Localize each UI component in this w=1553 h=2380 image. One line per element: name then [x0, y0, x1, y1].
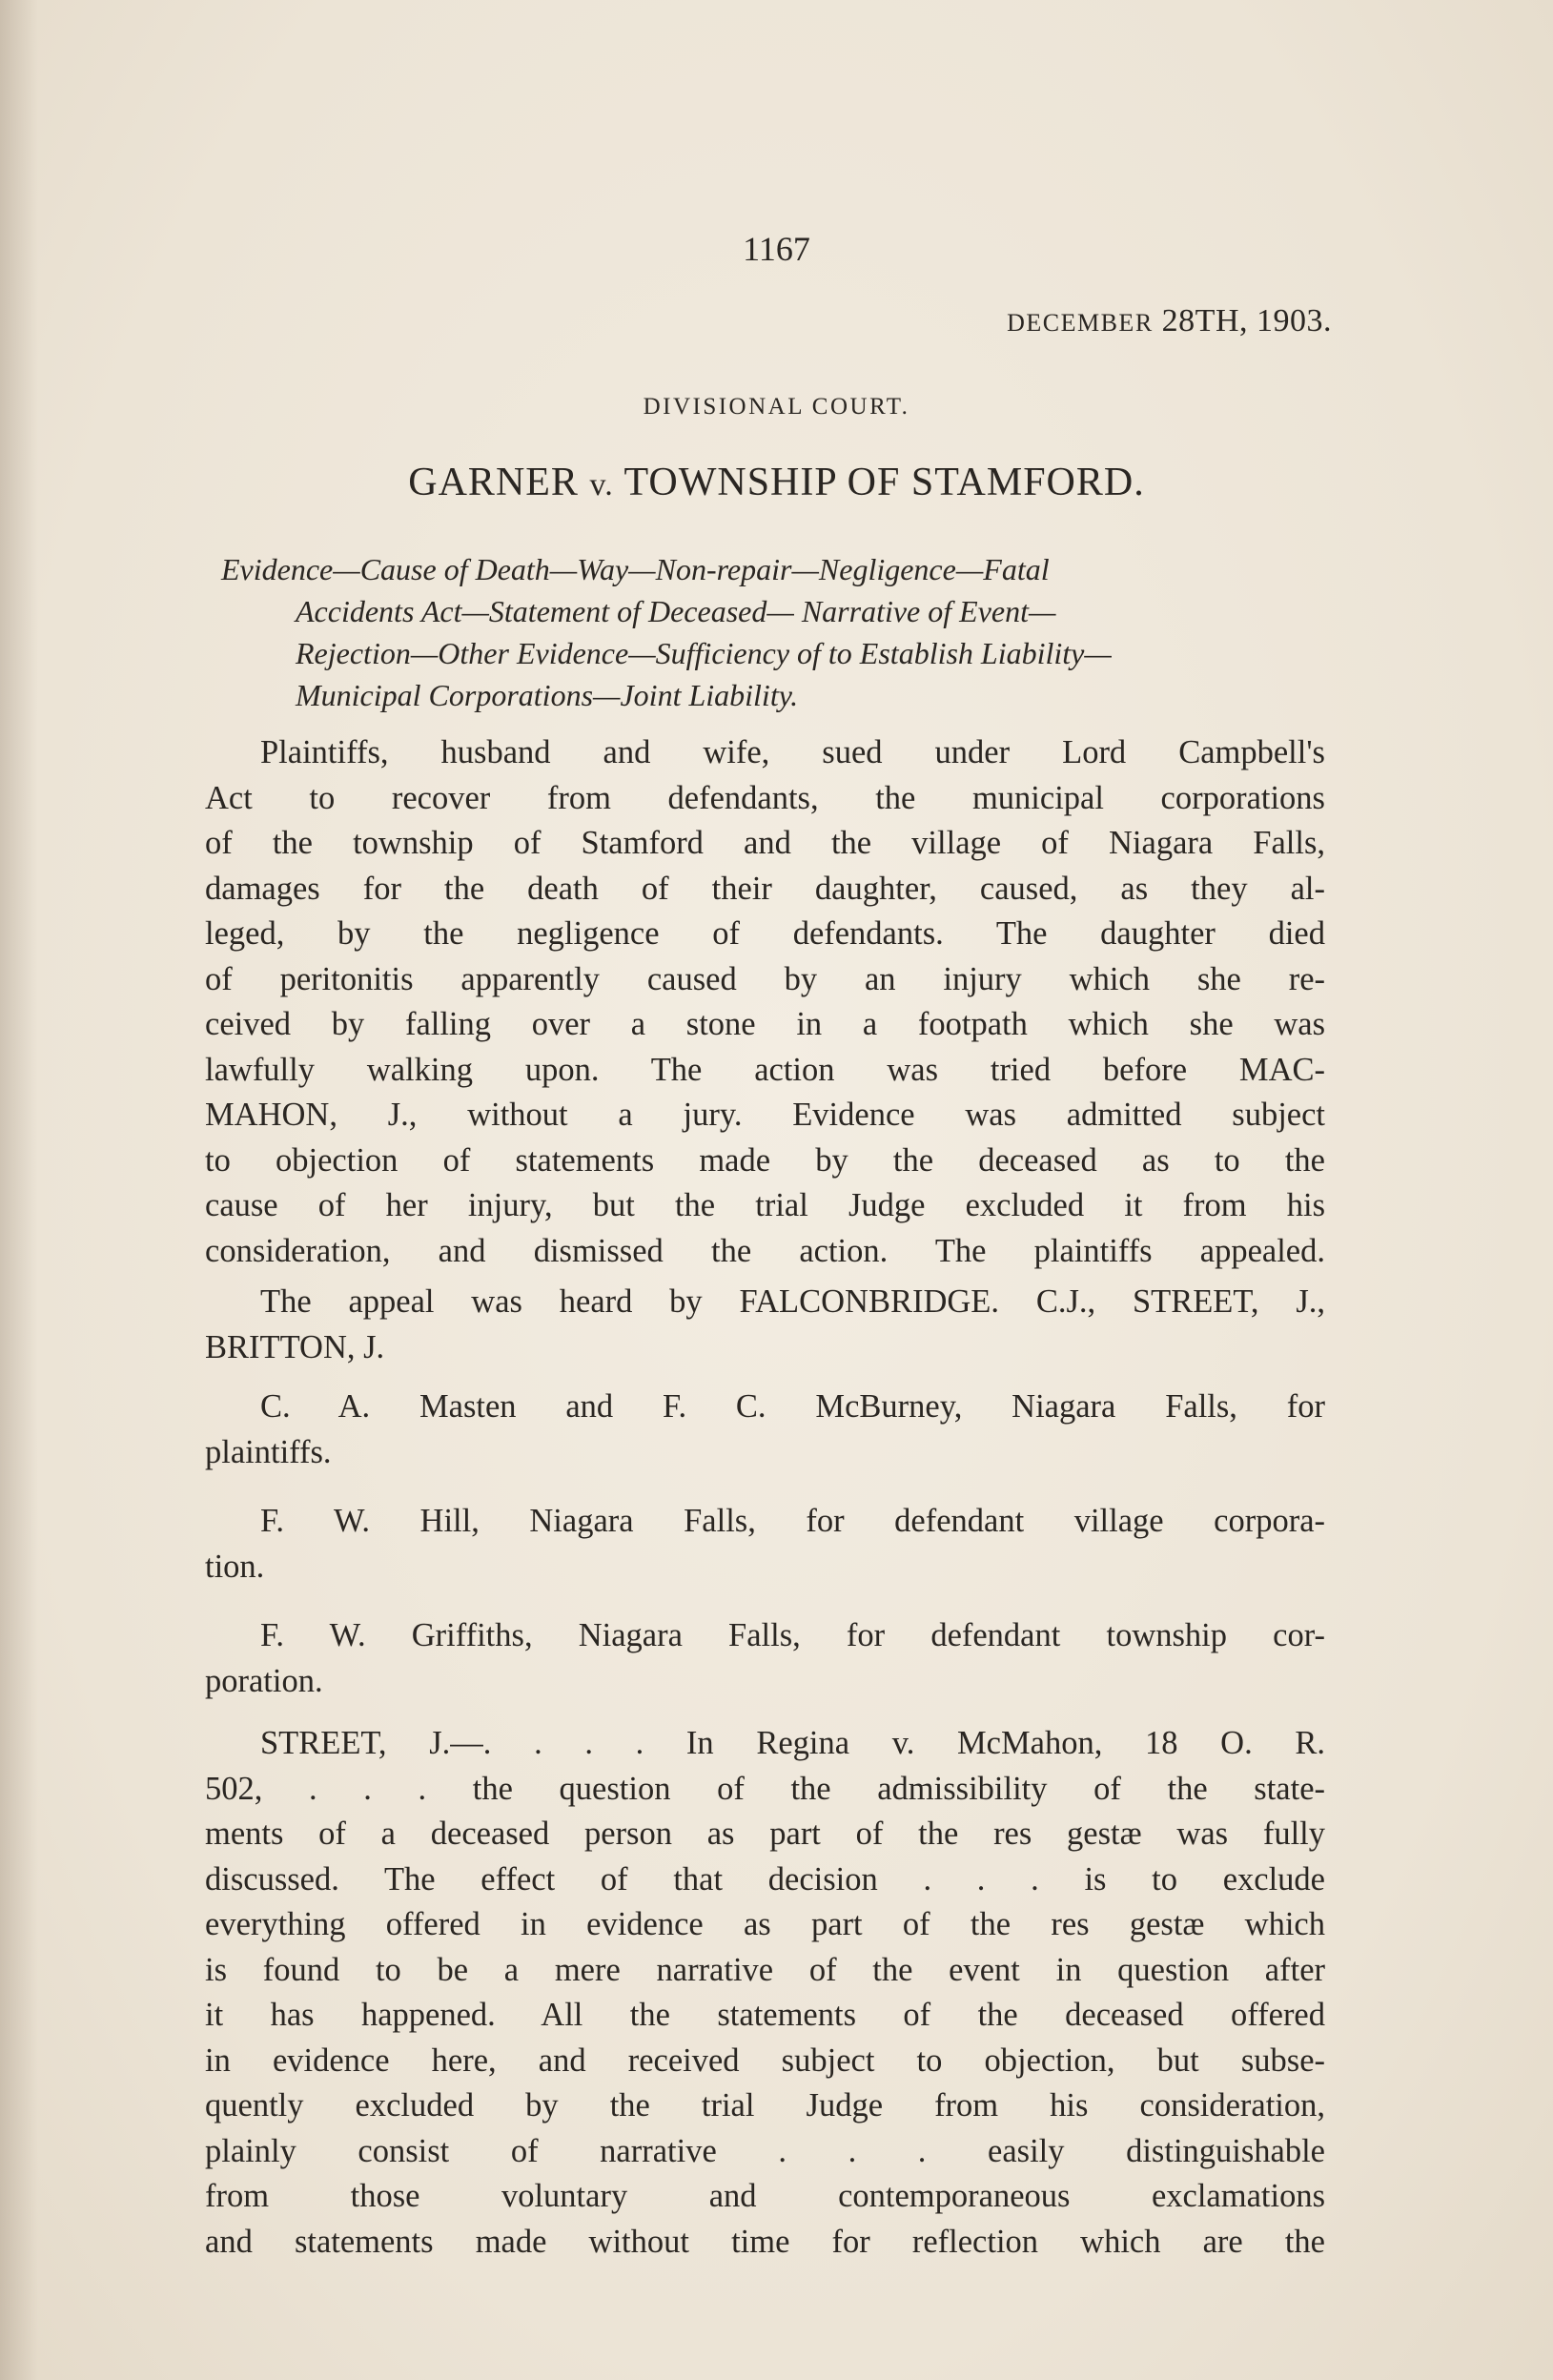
judge-name: BRITTON, [205, 1328, 356, 1365]
judge-name: MAHON, [205, 1097, 337, 1133]
date-year: 1903. [1257, 303, 1332, 339]
date-day: 28TH, [1161, 303, 1248, 339]
decision-date [1007, 303, 1332, 339]
statement-line: ceived by falling over a stone in a footpath which she was [205, 1006, 1325, 1042]
judgment-line: in evidence here, and received subject to objection, but subse- [205, 2041, 1325, 2079]
appeal-panel [205, 1280, 1325, 1370]
judgment-line: discussed. The effect of that decision . . . is to exclude [205, 1860, 1325, 1898]
counsel-plaintiffs [205, 1385, 1325, 1475]
headnote-line: Municipal Corporations—Joint Liability. [296, 678, 799, 712]
counsel-line: plaintiffs. [205, 1433, 332, 1470]
judgment-line: it has happened. All the statements of the deceased offered [205, 1997, 1325, 2033]
statement-line: of the township of Stamford and the village of Niagara Falls, [205, 825, 1325, 861]
court-name: DIVISIONAL COURT. [643, 394, 910, 420]
headnote-line: Rejection—Other Evidence—Sufficiency of to Establish Liability— [296, 636, 1112, 670]
judgment-line: plainly consist of narrative . . . easily distinguishable [205, 2132, 1325, 2169]
judgment-text: J.—. . . . In Regina v. McMahon, 18 O. R. [429, 1725, 1326, 1761]
case-title-defendant: TOWNSHIP OF STAMFORD. [623, 461, 1145, 504]
judge-name: FALCONBRIDGE. [739, 1283, 999, 1320]
counsel-line: tion. [205, 1548, 265, 1585]
judgment-text [205, 1721, 1325, 2265]
page-number: 1167 [743, 230, 810, 268]
statement-line: to objection of statements made by the deceased as to the [205, 1141, 1325, 1179]
judge-title: C.J., [1035, 1283, 1096, 1320]
statement-text: lawfully walking upon. The action was tried before [205, 1051, 1188, 1088]
counsel-line: F. W. Griffiths, Niagara Falls, for defendant township cor- [260, 1617, 1325, 1653]
statement-line: damages for the death of their daughter, caused, as they al- [205, 870, 1325, 907]
judgment-line: ments of a deceased person as part of the res gestæ was fully [205, 1816, 1325, 1852]
judgment-line: quently excluded by the trial Judge from his consideration, [205, 2087, 1325, 2124]
judgment-line: and statements made without time for reflection which are the [205, 2223, 1325, 2260]
headnote-line: Evidence—Cause of Death—Way—Non-repair—Negligence—Fatal [221, 552, 1050, 586]
statement-line: Plaintiffs, husband and wife, sued under Lord Campbell's [260, 734, 1325, 770]
judgment-line: everything offered in evidence as part of the res gestæ which [205, 1906, 1325, 1942]
statement-line: cause of her injury, but the trial Judge excluded it from his [205, 1187, 1325, 1223]
judge-name: MAC- [1238, 1051, 1325, 1088]
appeal-line [205, 1280, 1325, 1325]
case-title [0, 460, 1553, 505]
judgment-line: is found to be a mere narrative of the event in question after [205, 1951, 1325, 1988]
statement-line: Act to recover from defendants, the municipal corporations [205, 779, 1325, 816]
judgment-line: from those voluntary and contemporaneous exclamations [205, 2178, 1325, 2214]
statement-line: of peritonitis apparently caused by an injury which she re- [205, 960, 1325, 997]
statement-line [205, 1048, 1325, 1094]
case-title-versus: v. [589, 467, 614, 503]
statement-line: leged, by the negligence of defendants. The daughter died [205, 915, 1325, 952]
counsel-township [205, 1613, 1325, 1704]
judge-name: STREET, [1132, 1283, 1259, 1320]
judge-title: J., [1296, 1283, 1325, 1320]
counsel-line: F. W. Hill, Niagara Falls, for defendant village corpora- [260, 1503, 1325, 1539]
date-month: DECEMBER [1007, 309, 1154, 337]
appeal-prefix: The appeal was heard by [260, 1283, 703, 1320]
statement-line [205, 1093, 1325, 1139]
counsel-line: C. A. Masten and F. C. McBurney, Niagara Falls, for [260, 1388, 1325, 1425]
statement-line: consideration, and dismissed the action. The plaintiffs appealed. [205, 1232, 1325, 1269]
judgment-line [205, 1721, 1325, 1767]
judgment-line: 502, . . . the question of the admissibility of the state- [205, 1770, 1325, 1807]
appeal-line [205, 1325, 1325, 1371]
case-statement [205, 730, 1325, 1274]
statement-text: J., without a jury. Evidence was admitted subject [387, 1097, 1325, 1133]
judge-title: J. [363, 1328, 385, 1365]
judge-name: STREET, [260, 1725, 387, 1761]
case-title-plaintiff: GARNER [408, 461, 579, 504]
spine-shadow [0, 0, 38, 2380]
headnote-line: Accidents Act—Statement of Deceased— Narrative of Event— [296, 594, 1056, 628]
headnote [221, 548, 1337, 716]
counsel-line: poration. [205, 1662, 323, 1699]
counsel-village [205, 1499, 1325, 1590]
